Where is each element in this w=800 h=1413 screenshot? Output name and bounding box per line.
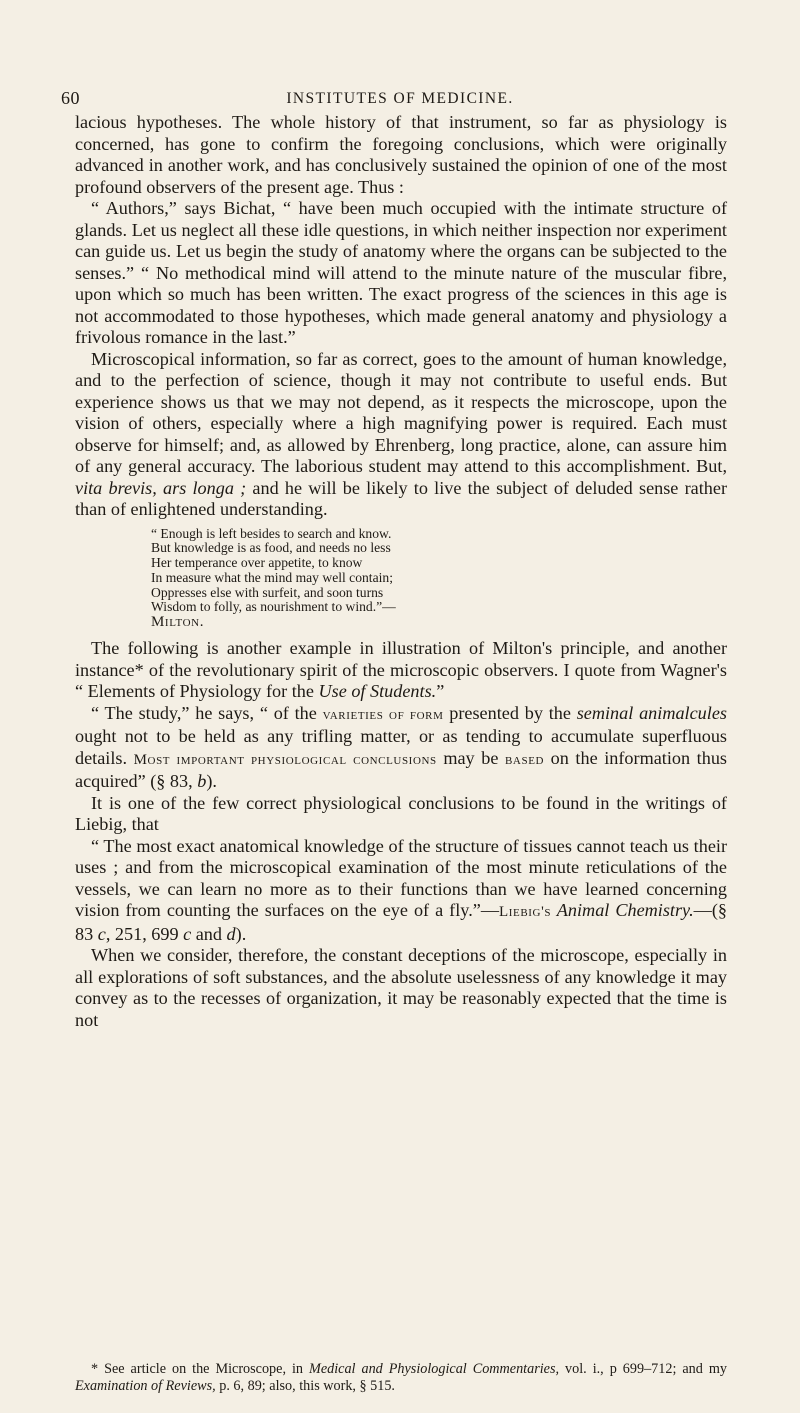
milton-verse [151, 527, 711, 631]
page-number: 60 [61, 88, 80, 108]
verse-line: But knowledge is as food, and needs no less [151, 540, 391, 556]
verse-line: In measure what the mind may well contain; [151, 569, 393, 585]
bichat-quote: “ Authors,” says Bichat, “ have been much occupied with the intimate structure of glands. Let us neglect all these idle questions, in which neither inspection nor experiment can guide us. Let us begin the study of anatomy where the organs can be subjected to the senses.” “ No methodical mind will attend to the minute nature of the muscular fibre, upon which so much has been written. The exact progress of the sciences in this age is not accommodated to those hypotheses, which made general anatomy and physiology a frivolous romance in the last.” [75, 198, 727, 347]
verse-line: Oppresses else with surfeit, and soon turns [151, 584, 384, 600]
paragraph: lacious hypotheses. The whole history of that instrument, so far as physiology is concerned, has gone to confirm the foregoing conclusions, which were originally advanced in another work, and has conclusively sustained the opinion of one of the most profound observers of the present age. Thus : [75, 112, 727, 197]
liebig-quote: “ The most exact anatomical knowledge of the structure of tissues cannot teach us their uses ; and from the microscopical examination of the most minute reticulations of the vessels, we can learn no more as to their functions than we have learned concerning vision from counting the surfaces on the eye of a fly.”—Liebig's Animal Chemistry.—(§ 83 c, 251, 699 c and d). [75, 835, 727, 944]
verse-line: Her temperance over appetite, to know [151, 555, 363, 571]
paragraph: When we consider, therefore, the constant deceptions of the microscope, especially in all explorations of soft substances, and the absolute uselessness of any knowledge it may convey as to the recesses of organization, it may be reasonably expected that the time is not [75, 945, 727, 1030]
paragraph: It is one of the few correct physiological conclusions to be found in the writings of Liebig, that [75, 792, 727, 835]
body-text [75, 112, 727, 1031]
verse-line: “ Enough is left besides to search and know. [151, 525, 392, 541]
latin-phrase: vita brevis, ars longa ; [75, 477, 247, 498]
verse-line: Wisdom to folly, as nourishment to wind.”— Milton. [151, 600, 711, 630]
wagner-quote: “ The study,” he says, “ of the varieties of form presented by the seminal animalcules ought not to be held as any trifling matter, or as tending to accumulate superfluous details. Most important physiological conclusions may be based on the information thus acquired” (§ 83, b). [75, 702, 727, 792]
verse-attribution: Milton. [151, 614, 205, 631]
paragraph: The following is another example in illustration of Milton's principle, and another instance* of the revolutionary spirit of the microscopic observers. I quote from Wagner's “ Elements of Physiology for the Use of Students.” [75, 638, 727, 702]
footnote: * See article on the Microscope, in Medical and Physiological Commentaries, vol. i., p 699–712; and my Examination of Reviews, p. 6, 89; also, this work, § 515. [75, 1361, 727, 1394]
paragraph: Microscopical information, so far as correct, goes to the amount of human knowledge, and to the perfection of science, though it may not contribute to useful ends. But experience shows us that we may not depend, as it respects the microscope, upon the vision of others, especially where a high magnifying power is required. Each must observe for himself; and, as allowed by Ehrenberg, long practice, alone, can assure him of any general accuracy. The laborious student may attend to this accomplishment. But, vita brevis, ars longa ; and he will be likely to live the subject of deluded sense rather than of enlightened understanding. [75, 348, 728, 519]
running-head: INSTITUTES OF MEDICINE. [286, 90, 514, 107]
